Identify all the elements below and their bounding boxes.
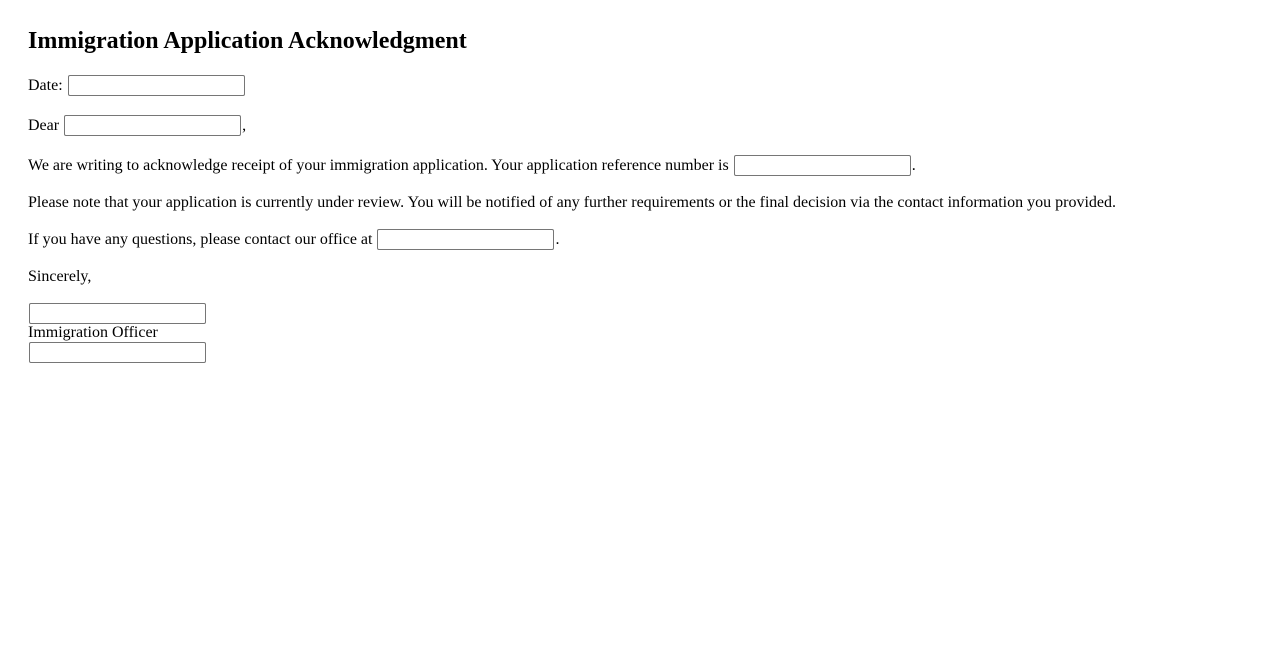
date-label: Date: [28,77,63,94]
contact-info-input[interactable] [377,229,554,250]
acknowledgment-text: We are writing to acknowledge receipt of your immigration application. Your application reference number is [28,157,729,174]
review-paragraph: Please note that your application is currently under review. You will be notified of any further requirements or the final decision via the contact information you provided. [28,194,1116,211]
contact-period: . [555,231,560,248]
closing-line: Sincerely, [28,268,92,285]
signature-block [28,303,1250,363]
contact-text: If you have any questions, please contact our office at [28,231,373,248]
date-line [28,75,1250,96]
contact-paragraph [28,229,1250,250]
date-input[interactable] [68,75,245,96]
reference-number-input[interactable] [734,155,911,176]
greeting-comma: , [242,117,247,134]
page-title: Immigration Application Acknowledgment [28,28,467,54]
greeting-label: Dear [28,117,60,134]
acknowledgment-paragraph [28,155,1250,176]
officer-name-input[interactable] [29,303,206,324]
acknowledgment-period: . [911,157,916,174]
officer-extra-input[interactable] [29,342,206,363]
officer-title: Immigration Officer [28,324,158,341]
recipient-name-input[interactable] [64,115,241,136]
greeting-line [28,115,1250,136]
